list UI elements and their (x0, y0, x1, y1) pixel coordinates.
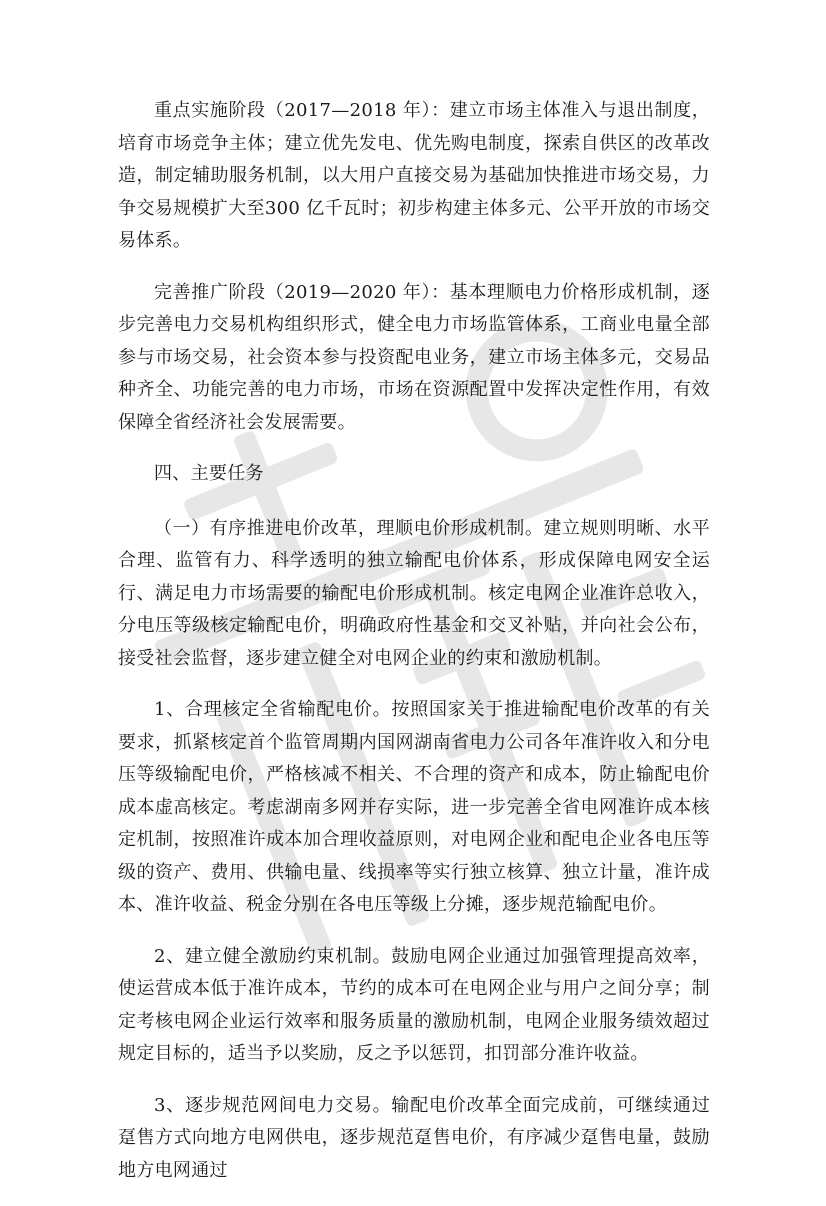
paragraph-price-reform: （一）有序推进电价改革，理顺电价形成机制。建立规则明晰、水平合理、监管有力、科学透明的独立输配电价体系，形成保障电网安全运行、满足电力市场需要的输配电价形成机制。核定电网企业准许总收入，分电压等级核定输配电价，明确政府性基金和交叉补贴，并向社会公布，接受社会监督，逐步建立健全对电网企业的约束和激励机制。 (118, 517, 710, 669)
paragraph-item-1: 1、合理核定全省输配电价。按照国家关于推进输配电价改革的有关要求，抓紧核定首个监管周期内国网湖南省电力公司各年准许收入和分电压等级输配电价，严格核减不相关、不合理的资产和成本，防止输配电价成本虚高核定。考虑湖南多网并存实际，进一步完善全省电网准许成本核定机制，按照准许成本加合理收益原则，对电网企业和配电企业各电压等级的资产、费用、供输电量、线损率等实行独立核算、独立计量，准许成本、准许收益、税金分别在各电压等级上分摊，逐步规范输配电价。 (118, 699, 710, 915)
paragraph-improvement-phase: 完善推广阶段（2019—2020 年）：基本理顺电力价格形成机制，逐步完善电力交易机构组织形式，健全电力市场监管体系，工商业电量全部参与市场交易，社会资本参与投资配电业务，建立市场主体多元，交易品种齐全、功能完善的电力市场，市场在资源配置中发挥决定性作用，有效保障全省经济社会发展需要。 (118, 281, 710, 433)
paragraph-item-2: 2、建立健全激励约束机制。鼓励电网企业通过加强管理提高效率，使运营成本低于准许成本，节约的成本可在电网企业与用户之间分享；制定考核电网企业运行效率和服务质量的激励机制，电网企业服务绩效超过规定目标的，适当予以奖励，反之予以惩罚，扣罚部分准许收益。 (118, 945, 710, 1064)
paragraph-key-implementation-phase: 重点实施阶段（2017—2018 年）：建立市场主体准入与退出制度，培育市场竞争主体；建立优先发电、优先购电制度，探索自供区的改革改造，制定辅助服务机制，以大用户直接交易为基础加快推进市场交易，力争交易规模扩大至300 亿千瓦时；初步构建主体多元、公平开放的市场交易体系。 (118, 100, 710, 251)
section-heading-main-tasks: 四、主要任务 (154, 463, 264, 484)
paragraph-item-3: 3、逐步规范网间电力交易。输配电价改革全面完成前，可继续通过趸售方式向地方电网供电，逐步规范趸售电价，有序减少趸售电量，鼓励地方电网通过 (118, 1094, 710, 1181)
document-body (118, 95, 710, 1206)
